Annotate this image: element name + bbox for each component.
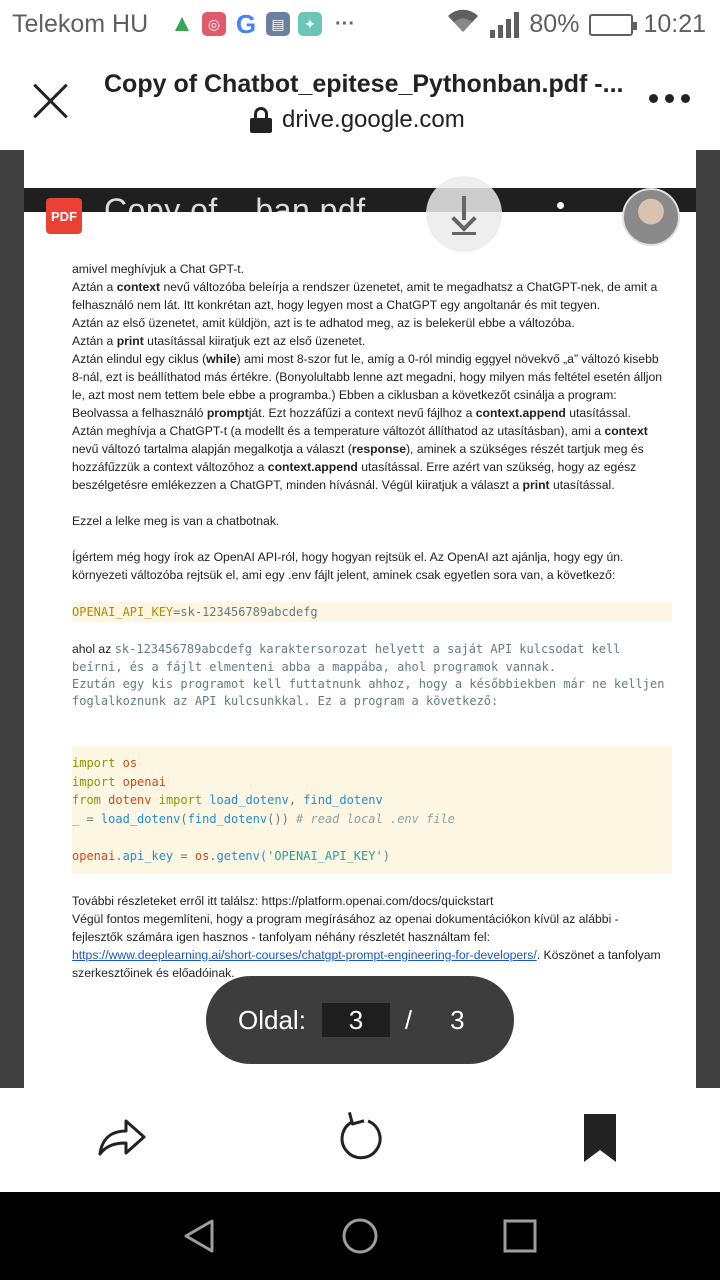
paragraph: Aztán az első üzenetet, amit küldjön, azt is te adhatod meg, az is belekerül ebbe a változóba. <box>72 316 575 330</box>
app-icon-2: ✦ <box>298 12 322 36</box>
code-line: from dotenv import load_dotenv, find_dotenv <box>72 793 383 808</box>
pdf-page <box>24 212 696 1088</box>
paragraph: https://www.deeplearning.ai/short-courses/chatgpt-prompt-engineering-for-developers/. Köszönet a tanfolyam szerkesztőinek és előadóinak. <box>72 947 661 980</box>
download-button[interactable] <box>426 176 502 252</box>
clock: 10:21 <box>643 10 706 38</box>
paragraph: Ezután egy kis programot kell futtatnunk ahhoz, hogy a későbbiekben már ne kelljen foglalkoznunk az API kulcsunkkal. Ez a program a következő: <box>72 677 665 708</box>
app-icon: ◎ <box>202 12 226 36</box>
paragraph: Aztán a context nevű változóba beleírja a rendszer üzenetet, amit te megadhatsz a ChatGPT-nek, de amit a felhasználó nem lát. Itt konkrétan azt, hogy legyen most a ChatGPT egy angoltanár és mit tegyen. <box>72 280 658 312</box>
paragraph: ahol az sk-123456789abcdefg karaktersorozat helyett a saját API kulcsodat kell beírni, és a fájlt elmenteni abba a mappába, ahol programok vannak. <box>72 642 621 674</box>
back-button[interactable] <box>180 1216 220 1256</box>
page-title: Copy of Chatbot_epitese_Pythonban.pdf -... <box>104 70 624 98</box>
system-nav-bar <box>0 1192 720 1280</box>
avatar[interactable] <box>622 188 680 246</box>
code-line: import os <box>72 756 138 770</box>
url-row <box>250 106 465 134</box>
viewer-top-strip <box>24 150 696 188</box>
paragraph: Végül fontos megemlíteni, hogy a program megírásához az openai dokumentációkon kívül az alábbi - fejlesztők számára igen hasznos - tanfolyam néhány részletét használtam fel: <box>72 911 619 944</box>
paragraph: Aztán meghívja a ChatGPT-t (a modellt és a temperature változót állíthatod az utasításban), ami a context nevű változó tartalma alapján megalkotja a választ (response), aminek a szükséges részét tartjuk meg és hozzáfűzzük a context változóhoz a context.append utasítással. Erre azért van szükség, hogy az egész beszélgetésre emlékezzen a ChatGPT, minden hívásnál. Végül kiiratjuk a választ a print utasítással. <box>72 424 648 492</box>
paragraph: amivel meghívjuk a Chat GPT-t. <box>72 262 245 276</box>
notification-icons <box>170 8 360 39</box>
env-code-line: OPENAI_API_KEY=sk-123456789abcdefg <box>72 602 672 622</box>
google-icon: G <box>235 8 257 39</box>
viewer-file-title: Copy of ...ban.pdf <box>104 192 366 228</box>
drive-icon: ▲ <box>170 10 194 37</box>
bookmark-icon <box>570 1108 630 1168</box>
recents-button[interactable] <box>500 1216 540 1256</box>
paragraph: Aztán elindul egy ciklus (while) ami most 8-szor fut le, amíg a 0-ról mindig eggyel növekvő „a” változó kisebb 8-nál, ezt is beállíthatod más értékre. (Bonyolultabb lenne azt megadni, hogy milyen más feltétel esetén álljon le, azt most nem tettem bele ebbe a programba.) Ebben a ciklusban a következőt csinálja a program: <box>72 352 663 402</box>
share-icon <box>92 1108 152 1168</box>
signal-icon <box>490 12 519 38</box>
paragraph: További részleteket erről itt találsz: https://platform.openai.com/docs/quickstart <box>72 893 494 908</box>
code-line: import openai <box>72 774 166 789</box>
home-icon <box>340 1216 380 1256</box>
close-icon[interactable] <box>28 78 74 124</box>
code-line: _ = load_dotenv(find_dotenv()) # read local .env file <box>72 811 455 826</box>
code-block <box>72 746 672 874</box>
domain-text: drive.google.com <box>282 106 465 133</box>
more-notifications-icon: ··· <box>335 12 355 35</box>
paragraph: Ezzel a lelke meg is van a chatbotnak. <box>72 514 280 528</box>
paragraph: Beolvassa a felhasználó promptját. Ezt hozzáfűzi a context nevű fájlhoz a context.append utasítással. <box>72 406 631 420</box>
carrier-name: Telekom HU <box>12 10 149 38</box>
viewer-more-icon[interactable] <box>557 202 564 209</box>
reload-icon <box>330 1108 390 1168</box>
page-indicator[interactable] <box>206 976 514 1064</box>
pdf-file-icon: PDF <box>46 198 82 234</box>
code-line: openai.api_key = os.getenv('OPENAI_API_KEY') <box>72 848 390 863</box>
battery-percent: 80% <box>529 10 580 38</box>
current-page-field[interactable]: 3 <box>322 1003 390 1037</box>
page-separator: / <box>404 1004 413 1035</box>
news-icon: ▤ <box>266 12 290 36</box>
share-button[interactable] <box>92 1108 152 1168</box>
status-bar <box>0 0 720 50</box>
paragraph: Ígértem még hogy írok az OpenAI API-ról, hogy hogyan rejtsük el. Az OpenAI azt ajánlja, hogy egy ún. környezeti változóba rejtsük el, ami egy .env fájlt jelent, aminek csak egyetlen sora van, a következő: <box>72 550 624 582</box>
reload-button[interactable] <box>330 1108 390 1168</box>
total-pages: 3 <box>450 1004 465 1035</box>
wifi-icon <box>446 8 480 41</box>
back-icon <box>180 1216 220 1256</box>
browser-header <box>0 50 720 150</box>
page-content <box>72 260 672 982</box>
recents-icon <box>500 1216 540 1256</box>
battery-icon <box>589 14 633 36</box>
home-button[interactable] <box>340 1216 380 1256</box>
lock-icon <box>250 107 272 133</box>
overflow-menu-button[interactable] <box>649 94 690 103</box>
page-label: Oldal: <box>238 1004 306 1035</box>
pdf-viewer[interactable] <box>0 150 720 1088</box>
course-link[interactable]: https://www.deeplearning.ai/short-courses/chatgpt-prompt-engineering-for-developers/ <box>72 947 537 962</box>
bottom-toolbar <box>0 1088 720 1192</box>
paragraph: Aztán a print utasítással kiiratjuk ezt az első üzenetet. <box>72 334 366 348</box>
bookmark-button[interactable] <box>570 1108 630 1168</box>
